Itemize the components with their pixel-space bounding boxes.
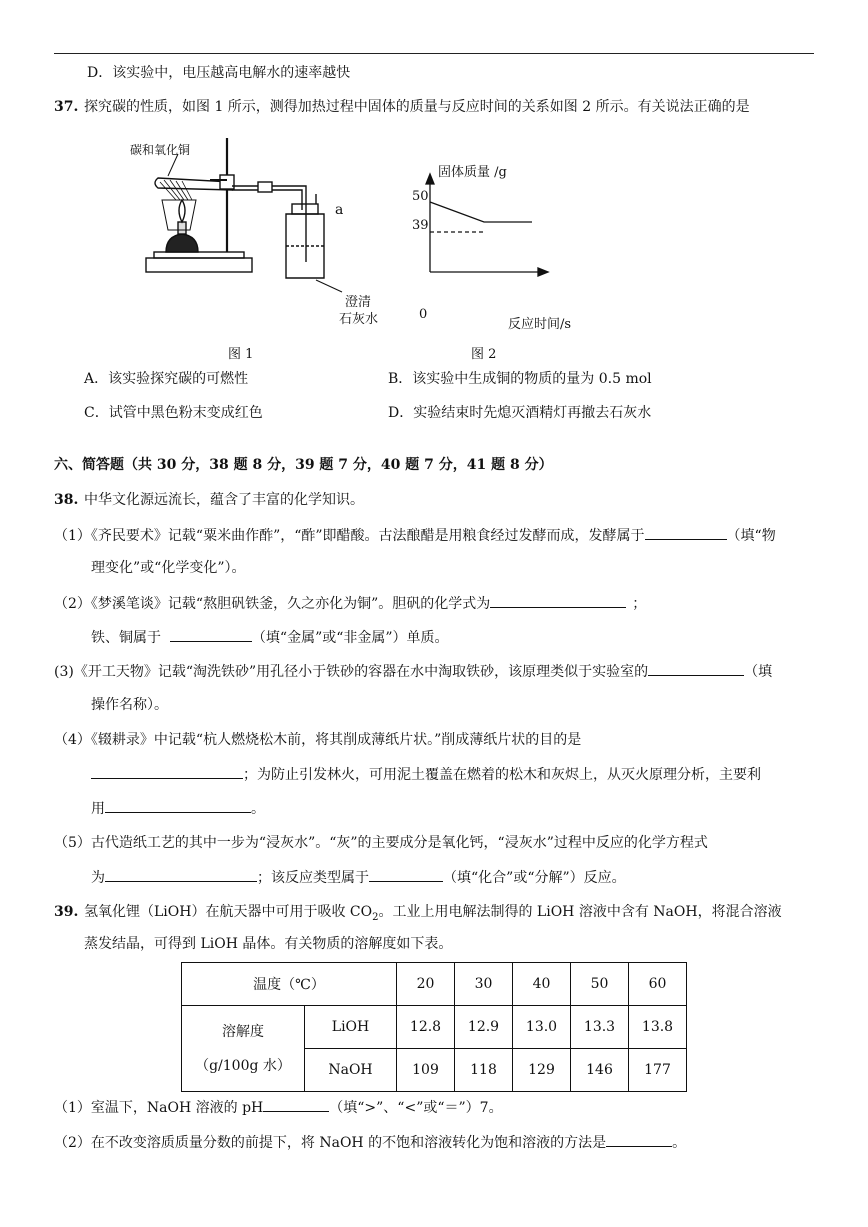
q37-option-b: B．该实验中生成铜的物质的量为 0.5 mol: [388, 371, 652, 387]
value-cell: 146: [571, 1049, 629, 1092]
q38-part4-line2: ；为防止引发林火，可用泥土覆盖在燃着的松木和灰烬上，从灭火原理分析，主要利: [91, 764, 761, 785]
q38-part5-line1: （5）古代造纸工艺的其中一步为“浸灰水”。“灰”的主要成分是氧化钙，“浸灰水”过程中反应的化学方程式: [54, 835, 708, 851]
figure-2-graph: [420, 170, 560, 280]
fig1-label-lime-1: 澄清: [345, 295, 372, 310]
value-cell: 12.8: [397, 1006, 455, 1049]
substance-name-cell: LiOH: [305, 1006, 397, 1049]
q38-part4-line1: （4）《辍耕录》中记载“杭人燃烧松木前，将其削成薄纸片状。”削成薄纸片状的目的是: [54, 732, 582, 748]
value-cell: 13.0: [513, 1006, 571, 1049]
temp-cell: 20: [397, 963, 455, 1006]
q38-part1-line2: 理变化”或“化学变化”）。: [91, 560, 246, 576]
solubility-table: [181, 962, 687, 1092]
solubility-label-cell: 溶解度 （g/100g 水）: [182, 1006, 305, 1092]
q37-number: 37.: [54, 99, 79, 115]
value-cell: 13.8: [629, 1006, 687, 1049]
alcohol-lamp: [166, 234, 198, 252]
table-header-row: [182, 963, 687, 1006]
q38-part2-line2: 铁、铜属于 （填“金属”或“非金属”）单质。: [91, 627, 449, 648]
q38-part3-blank[interactable]: [648, 661, 744, 676]
fig2-xlabel: 反应时间/s: [508, 317, 572, 332]
q38-part5-equation-blank[interactable]: [105, 867, 257, 882]
q37-option-a: A．该实验探究碳的可燃性: [84, 371, 249, 387]
fig2-origin: 0: [419, 307, 428, 322]
fig2-tick-39: 39: [412, 218, 429, 233]
figure-1-apparatus: [120, 130, 380, 330]
bottle-stopper: [292, 204, 318, 214]
q39-number: 39.: [54, 904, 79, 920]
q38-part2-metal-blank[interactable]: [170, 627, 252, 642]
header-rule: [54, 53, 814, 54]
section-6-heading: 六、简答题（共 30 分，38 题 8 分，39 题 7 分，40 题 7 分，41 题 8 分）: [54, 457, 553, 473]
fig2-tick-50: 50: [412, 189, 429, 204]
temp-cell: 40: [513, 963, 571, 1006]
q38-part2-line1: （2）《梦溪笔谈》记载“熬胆矾铁釜，久之亦化为铜”。胆矾的化学式为 ；: [54, 593, 646, 614]
table-row: [182, 1006, 687, 1049]
fig1-label-lime-2: 石灰水: [339, 312, 379, 327]
temp-header-cell: 温度（℃）: [182, 963, 397, 1006]
q38-part2-formula-blank[interactable]: [490, 593, 626, 608]
q39-part1: （1）室温下，NaOH 溶液的 pH （填“>”、“<”或“＝”）7。: [54, 1097, 503, 1118]
q39-stem-line2: 蒸发结晶，可得到 LiOH 晶体。有关物质的溶解度如下表。: [84, 936, 453, 952]
q37-stem: 探究碳的性质，如图 1 所示，测得加热过程中固体的质量与反应时间的关系如图 2 所示。有关说法正确的是: [84, 99, 750, 115]
substance-name-cell: NaOH: [305, 1049, 397, 1092]
value-cell: 118: [455, 1049, 513, 1092]
figure-1-caption: 图 1: [228, 347, 254, 362]
q38-stem: 中华文化源远流长，蕴含了丰富的化学知识。: [84, 492, 364, 508]
q38-part4-purpose-blank[interactable]: [91, 764, 243, 779]
temp-cell: 60: [629, 963, 687, 1006]
stand-base: [146, 258, 252, 272]
q37-option-c: C．试管中黑色粉末变成红色: [84, 405, 263, 421]
temp-cell: 50: [571, 963, 629, 1006]
q38-part5-type-blank[interactable]: [369, 867, 443, 882]
q36-option-d: D．该实验中，电压越高电解水的速率越快: [87, 65, 351, 81]
figure-2-caption: 图 2: [471, 347, 497, 362]
q37-option-d: D．实验结束时先熄灭酒精灯再撤去石灰水: [388, 405, 652, 421]
fig2-ylabel: 固体质量 /g: [438, 165, 507, 180]
q38-part4-line3: 用 。: [91, 798, 265, 819]
q39-part2: （2）在不改变溶质质量分数的前提下，将 NaOH 的不饱和溶液转化为饱和溶液的方法是 。: [54, 1132, 686, 1153]
value-cell: 177: [629, 1049, 687, 1092]
fig1-label-a: a: [335, 202, 344, 218]
value-cell: 13.3: [571, 1006, 629, 1049]
q39-stem-line1: 氢氧化锂（LiOH）在航天器中可用于吸收 $CO_2$。工业上用电解法制得的 LiOH 溶液中含有 NaOH，将混合溶液: [84, 904, 782, 923]
value-cell: 12.9: [455, 1006, 513, 1049]
q38-number: 38.: [54, 492, 79, 508]
mass-curve: [430, 202, 532, 222]
q39-part1-blank[interactable]: [263, 1097, 329, 1112]
value-cell: 109: [397, 1049, 455, 1092]
q38-part3-line2: 操作名称）。: [91, 697, 168, 713]
q38-part5-line2: 为 ；该反应类型属于 （填“化合”或“分解”）反应。: [91, 867, 626, 888]
temp-cell: 30: [455, 963, 513, 1006]
q38-part4-principle-blank[interactable]: [105, 798, 251, 813]
value-cell: 129: [513, 1049, 571, 1092]
q38-part1-line1: （1）《齐民要术》记载“粟米曲作酢”，“酢”即醋酸。古法酿醋是用粮食经过发酵而成，发酵属于 （填“物: [54, 525, 776, 546]
q38-part1-blank[interactable]: [645, 525, 727, 540]
fig1-label-reactants: 碳和氧化铜: [130, 143, 191, 157]
q39-part2-blank[interactable]: [606, 1132, 672, 1147]
q38-part3-line1: (3)《开工天物》记载“淘洗铁砂”用孔径小于铁砂的容器在水中淘取铁砂，该原理类似于实验室的 （填: [54, 661, 772, 682]
